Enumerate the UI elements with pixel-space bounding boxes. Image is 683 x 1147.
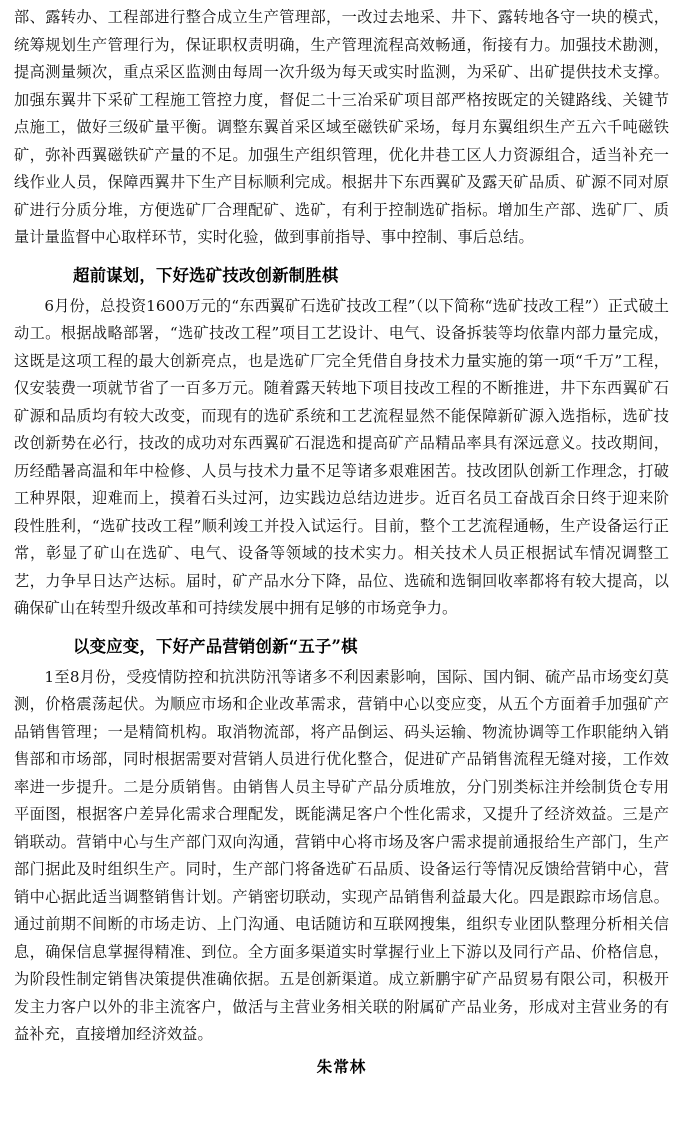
paragraph-section-2: 1至8月份，受疫情防控和抗洪防汛等诸多不利因素影响，国际、国内铜、硫产品市场变幻莫测，价格震荡起伏。为顺应市场和企业改革需求，营销中心以变应变，从五个方面着手加强矿产品销售管理；一是精简机构。取消物流部，将产品倒运、码头运输、物流协调等工作职能纳入销售部和市场部，同时根据需要对营销人员进行优化整合，促进矿产品销售流程无缝对接，工作效率进一步提升。二是分质销售。由销售人员主导矿产品分质堆放，分门别类标注并绘制货仓专用平面图，根据客户差异化需求合理配发，既能满足客户个性化需求，又提升了经济效益。三是产销联动。营销中心与生产部门双向沟通，营销中心将市场及客户需求提前通报给生产部门，生产部门据此及时组织生产。同时，生产部门将备选矿石品质、设备运行等情况反馈给营销中心，营销中心据此适当调整销售计划。产销密切联动，实现产品销售利益最大化。四是跟踪市场信息。通过前期不间断的市场走访、上门沟通、电话随访和互联网搜集，组织专业团队整理分析相关信息，确保信息掌握得精准、到位。全方面多渠道实时掌握行业上下游以及同行产品、价格信息，为阶段性制定销售决策提供准确依据。五是创新渠道。成立新鹏宇矿产品贸易有限公司，积极开发主力客户以外的非主流客户，做活与主营业务相关联的附属矿产品业务，形成对主营业务的有益补充，直接增加经济效益。: [14, 667, 669, 1043]
section-heading-2: 以变应变，下好产品营销创新“五子”棋: [73, 636, 358, 656]
section-heading-1: 超前谋划，下好选矿技改创新制胜棋: [73, 265, 339, 285]
paragraph-continued: 部、露转办、工程部进行整合成立生产管理部，一改过去地采、井下、露转地各守一块的模式，统筹规划生产管理行为，保证职权责明确，生产管理流程高效畅通，衔接有力。加强技术勘测，提高测量频次，重点采区监测由每周一次升级为每天或实时监测，为采矿、出矿提供技术支撑。加强东翼井下采矿工程施工管控力度，督促二十三冶采矿项目部严格按既定的关键路线、关键节点施工，做好三级矿量平衡。调整东翼首采区域至磁铁矿采场，每月东翼组织生产五六千吨磁铁矿，弥补西翼磁铁矿产量的不足。加强生产组织管理，优化井巷工区人力资源组合，适当补充一线作业人员，保障西翼井下生产目标顺利完成。根据井下东西翼矿及露天矿品质、矿源不同对原矿进行分质分堆，方便选矿厂合理配矿、选矿，有利于控制选矿指标。增加生产部、选矿厂、质量计量监督中心取样环节，实时化验，做到事前指导、事中控制、事后总结。: [14, 8, 669, 246]
author-signature: 朱常林: [316, 1056, 367, 1076]
paragraph-section-1: 6月份，总投资1600万元的“东西翼矿石选矿技改工程”（以下简称“选矿技改工程”）正式破土动工。根据战略部署，“选矿技改工程”项目工艺设计、电气、设备拆装等均依靠内部力量完成，这既是这项工程的最大创新亮点，也是选矿厂完全凭借自身技术力量实施的第一项“千万”工程，仅安装费一项就节省了一百多万元。随着露天转地下项目技改工程的不断推进，井下东西翼矿石矿源和品质均有较大改变，而现有的选矿系统和工艺流程显然不能保障新矿源入选指标，选矿技改创新势在必行，技改的成功对东西翼矿石混选和提高矿产品精品率具有深远意义。技改期间，历经酷暑高温和年中检修、人员与技术力量不足等诸多艰难困苦。技改团队创新工作理念，打破工种界限，迎难而上，摸着石头过河，边实践边总结边进步。近百名员工奋战百余日终于迎来阶段性胜利，“选矿技改工程”顺利竣工并投入试运行。目前，整个工艺流程通畅，生产设备运行正常，彰显了矿山在选矿、电气、设备等领域的技术实力。相关技术人员正根据试车情况调整工艺，力争早日达产达标。届时，矿产品水分下降，品位、选硫和选铜回收率都将有较大提高，以确保矿山在转型升级改革和可持续发展中拥有足够的市场竞争力。: [14, 296, 669, 617]
paragraph-spacer-2: [14, 623, 669, 626]
paragraph-spacer: [14, 252, 669, 255]
